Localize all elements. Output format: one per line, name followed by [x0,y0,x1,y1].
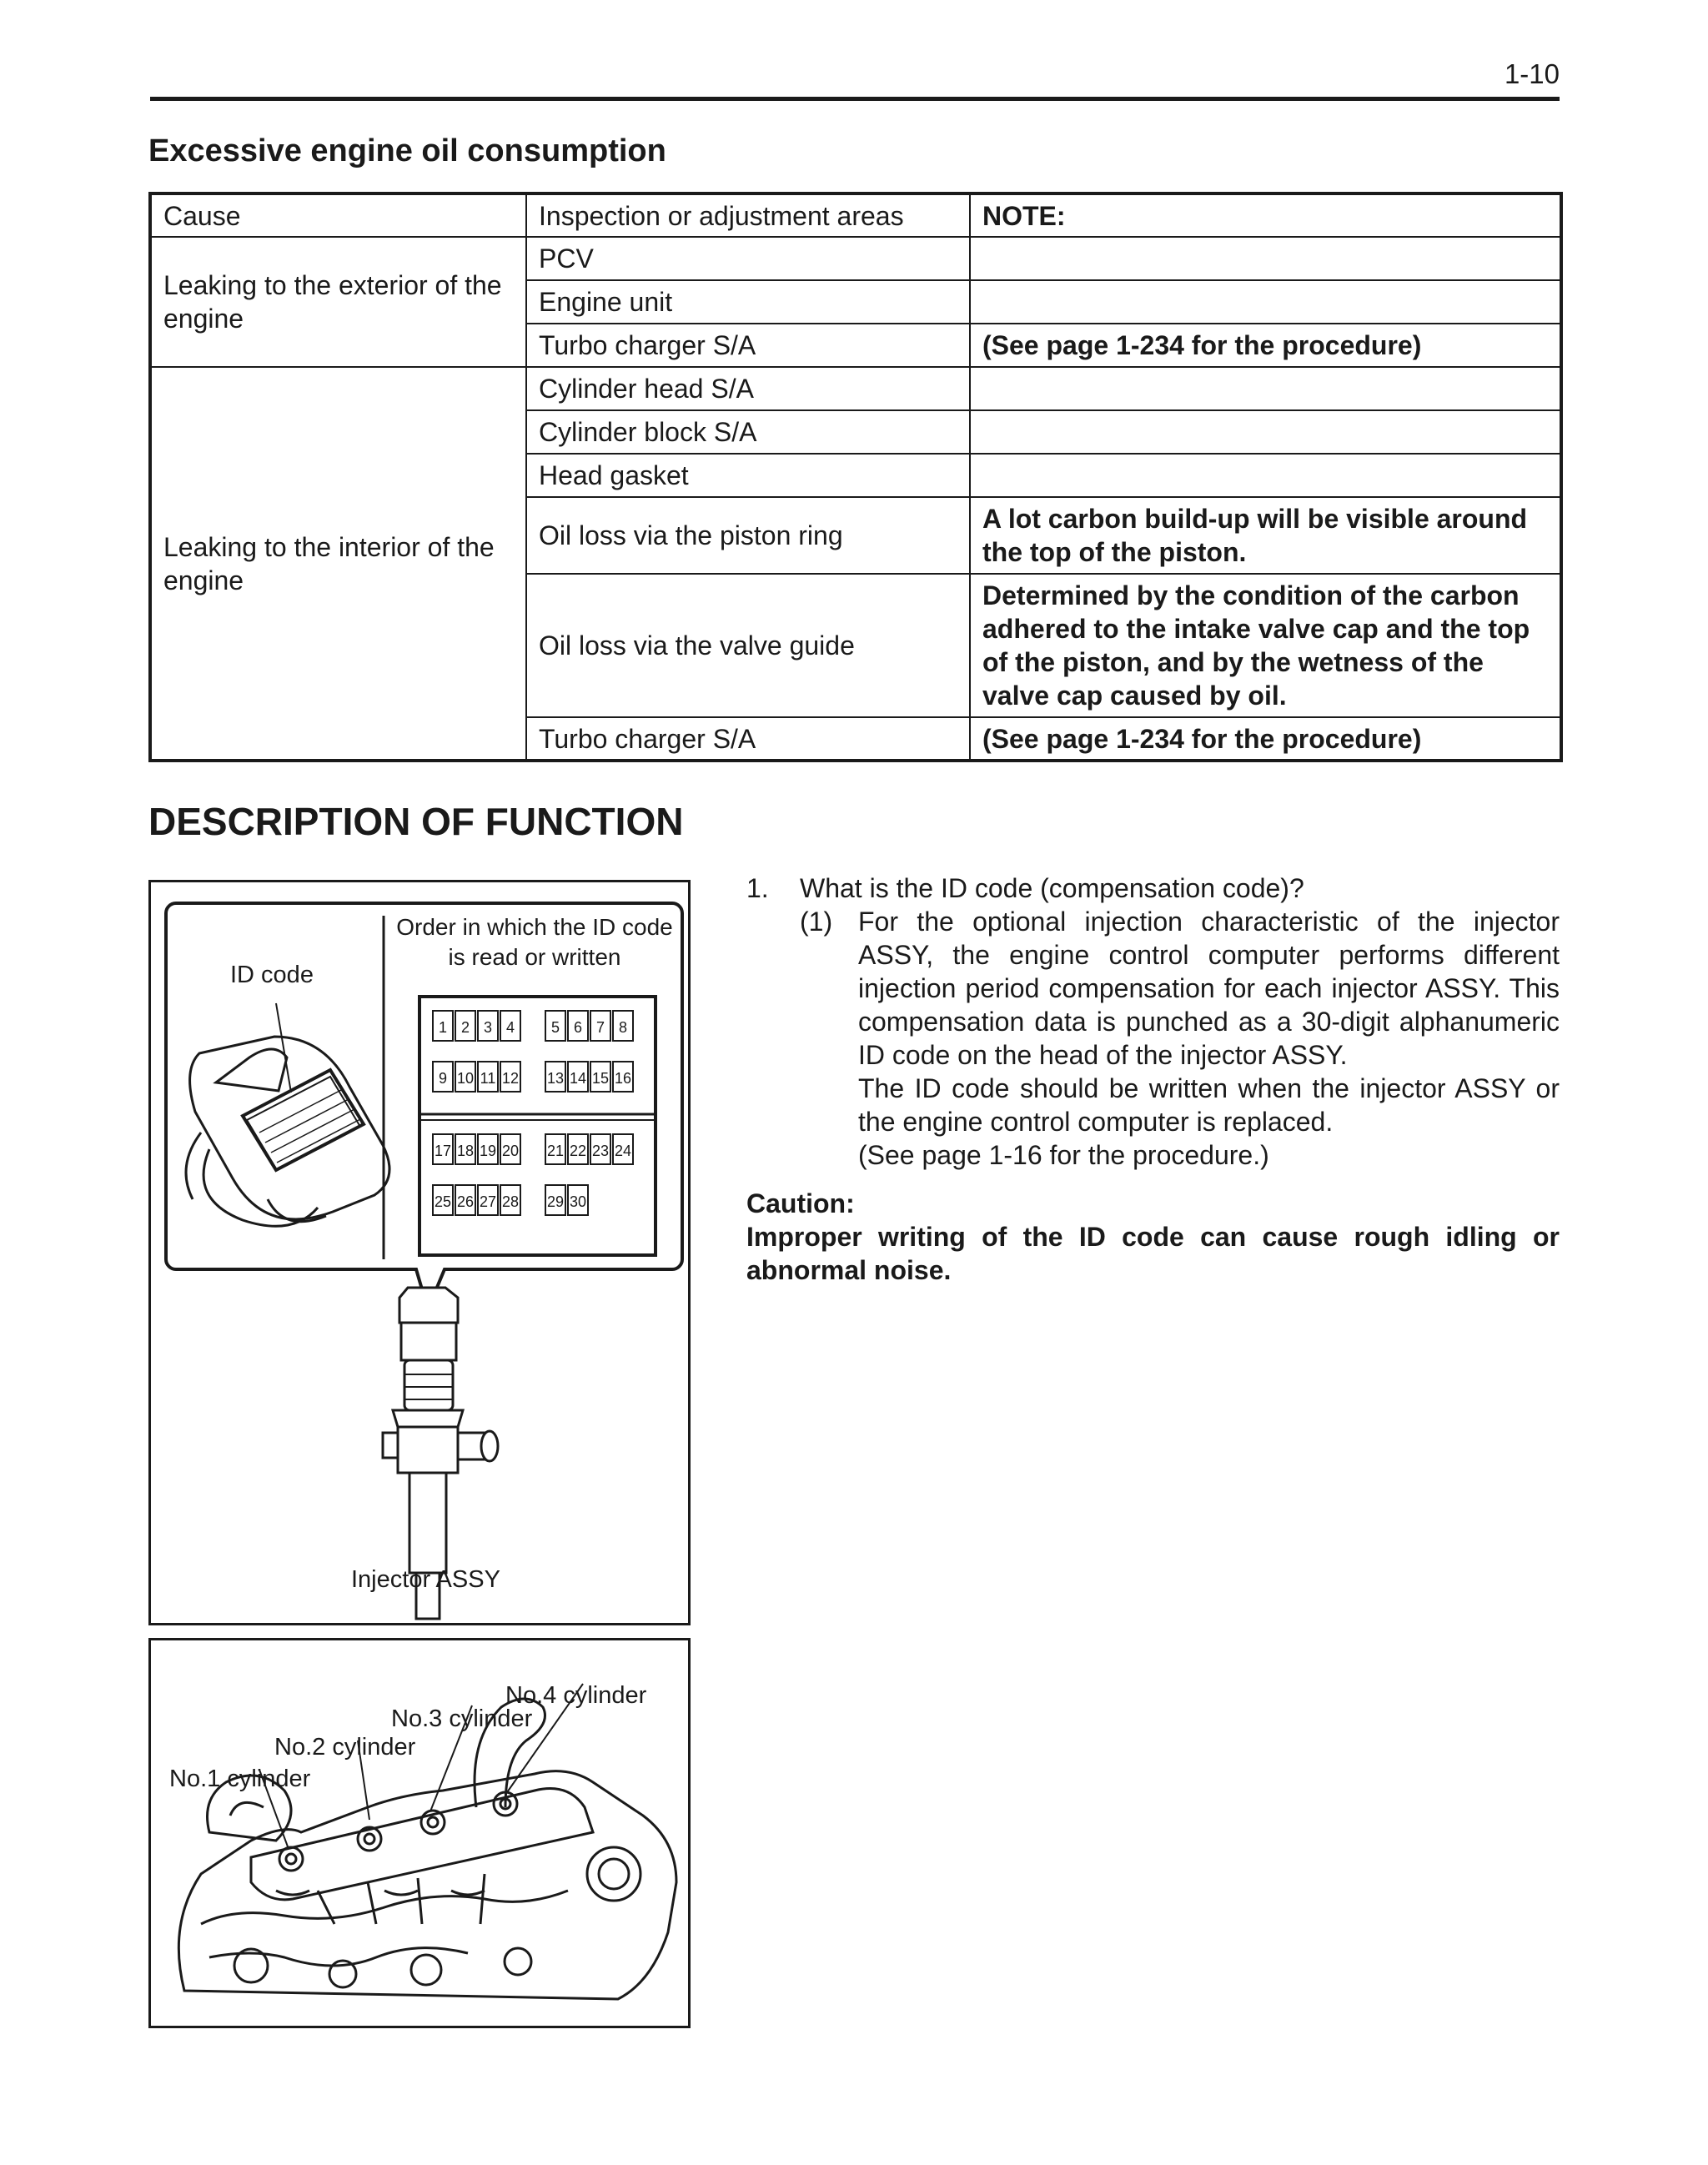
id-digit: 8 [612,1010,634,1042]
note-cell: Determined by the condition of the carbon adhered to the intake valve cap and the top of the piston, and by the wetness of the valve cap caused by oil. [970,574,1561,717]
sub-item-number: (1) [800,907,833,937]
id-digit: 4 [500,1010,521,1042]
id-digit: 2 [455,1010,476,1042]
area-cell: Turbo charger S/A [526,324,970,367]
area-cell: Head gasket [526,454,970,497]
table-row [150,367,1561,410]
note-cell: A lot carbon build-up will be visible around the top of the piston. [970,497,1561,574]
note-cell [970,280,1561,324]
injector-assy-label: Injector ASSY [351,1566,500,1593]
id-digit: 20 [500,1133,521,1165]
id-digit: 25 [432,1184,454,1216]
id-digit: 27 [477,1184,499,1216]
cause-cell: Leaking to the interior of the engine [150,367,526,761]
cause-cell: Leaking to the exterior of the engine [150,237,526,367]
cylinder-2-label: No.2 cylinder [274,1734,416,1761]
id-digit: 5 [545,1010,566,1042]
caution-text: Improper writing of the ID code can cause rough idling or abnormal noise. [746,1222,1560,1285]
id-digit: 3 [477,1010,499,1042]
id-digit: 12 [500,1061,521,1093]
area-cell: Cylinder block S/A [526,410,970,454]
note-cell [970,410,1561,454]
header-rule [150,97,1560,101]
header-cause: Cause [150,193,526,237]
id-digit: 29 [545,1184,566,1216]
header-areas: Inspection or adjustment areas [526,193,970,237]
note-cell [970,367,1561,410]
sub-item-text-2: The ID code should be written when the injector ASSY or the engine control computer is replaced. [858,1073,1560,1137]
item-title: What is the ID code (compensation code)? [800,873,1304,903]
area-cell: Oil loss via the valve guide [526,574,970,717]
id-digit: 9 [432,1061,454,1093]
table-header-row [150,193,1561,237]
header-note: NOTE: [970,193,1561,237]
area-cell: Oil loss via the piston ring [526,497,970,574]
area-cell: Cylinder head S/A [526,367,970,410]
note-cell: (See page 1-234 for the procedure) [970,717,1561,761]
id-digit: 7 [590,1010,611,1042]
table-row [150,237,1561,280]
sub-list-item [800,905,1560,1172]
id-digit: 19 [477,1133,499,1165]
sub-item-text: For the optional injection characteristic of the injector ASSY, the engine control computer performs different injection period compensation for each injector ASSY. This compensation data is punched as a 30-digit alphanumeric ID code on the head of the injector ASSY. [858,907,1560,1070]
diagnosis-table [148,192,1563,762]
id-digit: 11 [477,1061,499,1093]
id-digit: 18 [455,1133,476,1165]
id-digit: 1 [432,1010,454,1042]
section-title: Excessive engine oil consumption [148,133,666,168]
description-title: DESCRIPTION OF FUNCTION [148,800,684,843]
note-cell: (See page 1-234 for the procedure) [970,324,1561,367]
order-label-line2: is read or written [448,944,621,970]
id-digit: 24 [612,1133,634,1165]
id-digit: 28 [500,1184,521,1216]
note-cell [970,454,1561,497]
area-cell: Engine unit [526,280,970,324]
cylinder-4-label: No.4 cylinder [505,1682,647,1709]
caution-block [746,1187,1560,1287]
id-digit: 13 [545,1061,566,1093]
id-code-label: ID code [230,962,314,988]
id-digit: 14 [567,1061,589,1093]
caution-title: Caution: [746,1188,855,1218]
id-digit: 22 [567,1133,589,1165]
id-digit: 6 [567,1010,589,1042]
item-number: 1. [746,873,769,903]
description-body [746,872,1560,1287]
id-digit: 21 [545,1133,566,1165]
id-digit: 10 [455,1061,476,1093]
injector-figure [148,880,691,1625]
cylinder-1-label: No.1 cylinder [169,1766,311,1792]
id-digit: 17 [432,1133,454,1165]
injector-illustration [151,882,688,1623]
sub-item-text-3: (See page 1-16 for the procedure.) [858,1140,1269,1170]
id-digit: 30 [567,1184,589,1216]
cylinder-3-label: No.3 cylinder [391,1705,533,1732]
engine-figure [148,1638,691,2028]
area-cell: PCV [526,237,970,280]
id-digit: 15 [590,1061,611,1093]
page-number: 1-10 [1504,58,1560,89]
order-label-line1: Order in which the ID code [396,914,673,940]
id-digit: 16 [612,1061,634,1093]
id-digit: 26 [455,1184,476,1216]
note-cell [970,237,1561,280]
list-item [746,872,1560,905]
id-digit: 23 [590,1133,611,1165]
area-cell: Turbo charger S/A [526,717,970,761]
